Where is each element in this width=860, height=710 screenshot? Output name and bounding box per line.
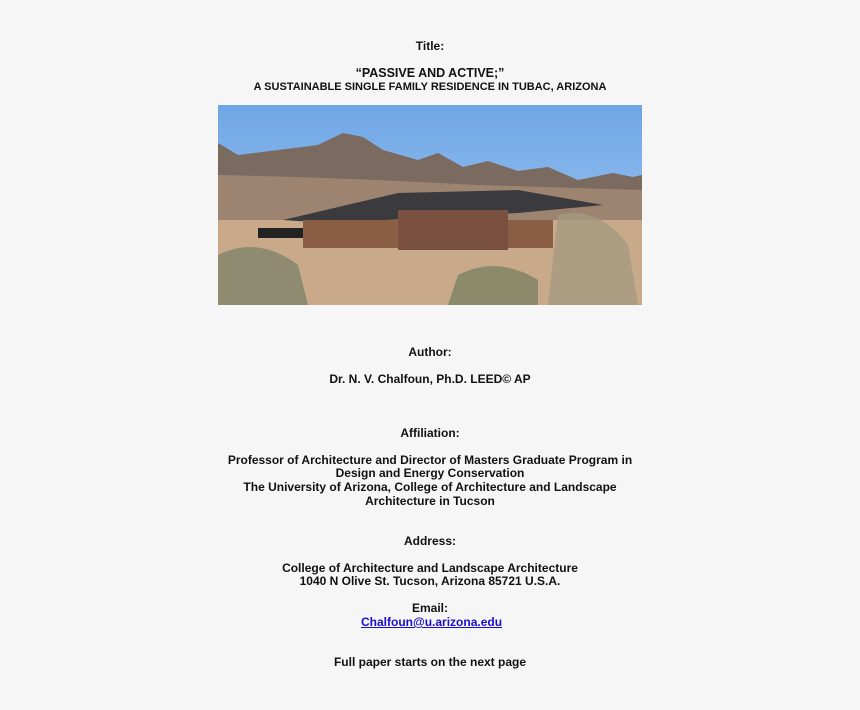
affiliation-line: Design and Energy Conservation bbox=[335, 466, 525, 480]
address-label: Address: bbox=[403, 534, 456, 548]
email-link[interactable]: Chalfoun@u.arizona.edu bbox=[361, 615, 503, 629]
affiliation-line: The University of Arizona, College of Architecture and Landscape bbox=[243, 480, 617, 494]
address-line: 1040 N Olive St. Tucson, Arizona 85721 U.S.A. bbox=[299, 574, 561, 588]
email-label: Email: bbox=[411, 601, 448, 615]
affiliation-label: Affiliation: bbox=[400, 426, 460, 440]
title-subtitle: A SUSTAINABLE SINGLE FAMILY RESIDENCE IN TUBAC, ARIZONA bbox=[253, 81, 607, 93]
address-line: College of Architecture and Landscape Architecture bbox=[282, 561, 578, 575]
house-photo bbox=[218, 105, 642, 305]
author-name: Dr. N. V. Chalfoun, Ph.D. LEED© AP bbox=[329, 372, 531, 386]
title-main: “PASSIVE AND ACTIVE;” bbox=[355, 66, 505, 80]
affiliation-line: Architecture in Tucson bbox=[365, 494, 495, 508]
author-label: Author: bbox=[408, 345, 452, 359]
footer-note: Full paper starts on the next page bbox=[333, 655, 527, 669]
title-label: Title: bbox=[415, 39, 445, 53]
affiliation-line: Professor of Architecture and Director of Masters Graduate Program in bbox=[227, 453, 633, 467]
